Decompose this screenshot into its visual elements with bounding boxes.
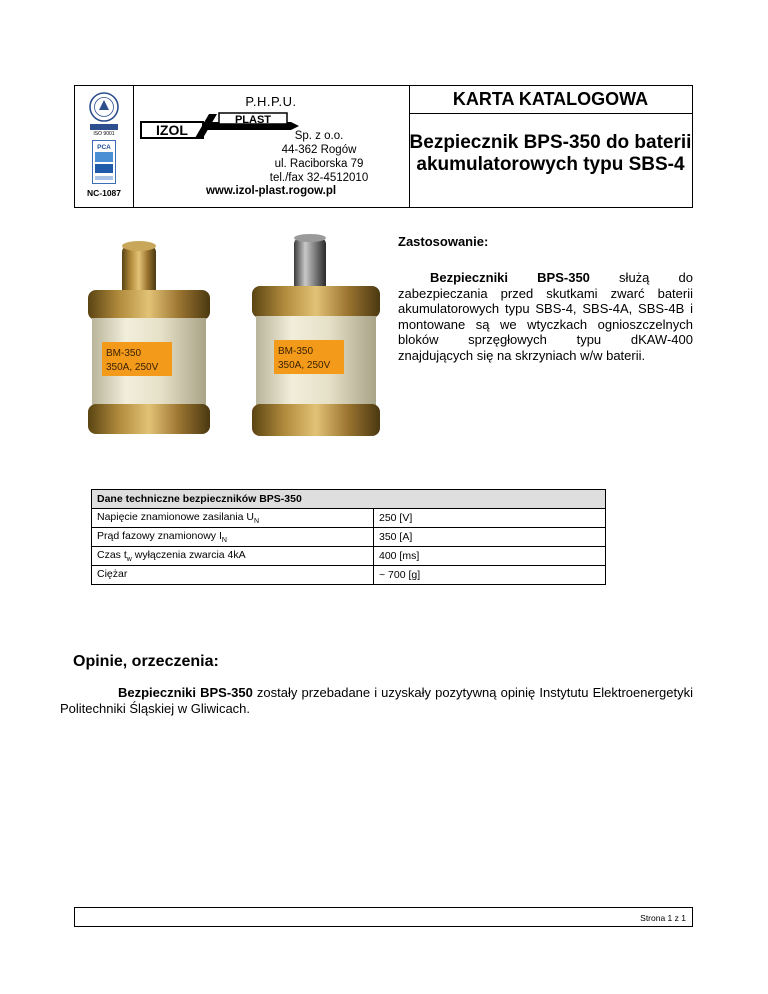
svg-text:IZOL: IZOL xyxy=(156,122,188,138)
document-type: KARTA KATALOGOWA xyxy=(452,89,649,109)
svg-text:PLAST: PLAST xyxy=(234,114,272,126)
application-lead: Bezpieczniki BPS-350 xyxy=(430,270,590,285)
spec-label: Prąd fazowy znamionowy $I_N$ xyxy=(92,528,374,547)
technical-data-table xyxy=(91,489,606,585)
footer-box xyxy=(74,907,693,927)
title-column xyxy=(409,86,692,207)
spec-value: 350 [A] xyxy=(374,528,606,547)
svg-text:350A, 250V: 350A, 250V xyxy=(278,360,331,371)
certification-column xyxy=(75,86,134,207)
company-phone: tel./fax 32-4512010 xyxy=(269,172,369,184)
opinions-lead: Bezpieczniki BPS-350 xyxy=(118,685,253,700)
iso-certificate-seal-icon xyxy=(87,92,121,136)
spec-value: ~ 700 [g] xyxy=(374,566,606,585)
table-row xyxy=(92,547,606,566)
spec-label: Napięcie znamionowe zasilania $U_N$ xyxy=(92,509,374,528)
product-title-line2: akumulatorowych typu SBS-4 xyxy=(416,154,685,175)
table-row xyxy=(92,528,606,547)
svg-text:350A, 250V: 350A, 250V xyxy=(106,362,159,373)
page-number: Strona 1 z 1 xyxy=(640,913,686,923)
product-title-line1: Bezpiecznik BPS-350 do baterii xyxy=(409,132,692,153)
title-divider xyxy=(409,113,692,114)
fuse-product-photo xyxy=(82,232,390,450)
pca-accreditation-icon xyxy=(92,140,116,184)
application-body: służą do zabezpieczania przed skutkami zwarć baterii akumulatorowych typu SBS-4, SBS-4A, SBS-4B i montowane są we wtyczkach ognioszczelnych bloków sprzęgłowych typu dKAW-400 znajdujących się na skrzyniach w/w baterii. xyxy=(398,270,693,363)
fuse-right xyxy=(252,234,380,436)
opinions-heading: Opinie, orzeczenia: xyxy=(73,653,219,670)
spec-value: 400 [ms] xyxy=(374,547,606,566)
spec-label: Ciężar xyxy=(92,566,374,585)
table-header-row xyxy=(92,490,606,509)
spec-label: Czas $t_w$ wyłączenia zwarcia 4kA xyxy=(92,547,374,566)
product-title xyxy=(409,132,692,176)
header-box xyxy=(74,85,693,208)
certificate-code: NC-1087 xyxy=(86,188,122,198)
company-website[interactable]: www.izol-plast.rogow.pl xyxy=(205,185,337,197)
table-row xyxy=(92,509,606,528)
company-form: P.H.P.U. xyxy=(245,94,297,109)
fuse-left xyxy=(88,241,210,434)
svg-text:ISO 9001: ISO 9001 xyxy=(93,131,115,136)
svg-text:BM-350: BM-350 xyxy=(278,346,314,357)
company-postal: 44-362 Rogów xyxy=(281,144,357,156)
company-legal-form: Sp. z o.o. xyxy=(294,130,344,142)
company-street: ul. Raciborska 79 xyxy=(274,158,364,170)
table-row xyxy=(92,566,606,585)
table-title: Dane techniczne bezpieczników BPS-350 xyxy=(92,490,606,509)
spec-value: 250 [V] xyxy=(374,509,606,528)
svg-text:PCA: PCA xyxy=(97,144,111,151)
svg-text:BM-350: BM-350 xyxy=(106,348,142,359)
opinions-text xyxy=(60,685,693,717)
opinions-body: zostały przebadane i uzyskały pozytywną opinię Instytutu Elektroenergetyki Politechniki Śląskiej w Gliwicach. xyxy=(60,685,694,716)
application-text xyxy=(398,270,693,363)
application-heading: Zastosowanie: xyxy=(398,234,489,249)
company-column xyxy=(133,86,410,207)
